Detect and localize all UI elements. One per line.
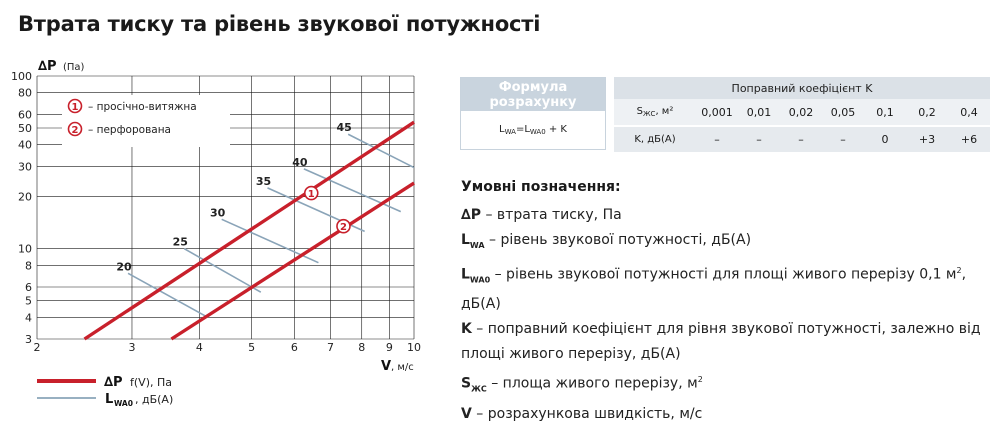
- sound-line-label: 25: [172, 235, 188, 249]
- x-tick-label: 8: [358, 341, 366, 354]
- symbol-text: – рівень звукової потужності для площі живого перерізу 0,1 м: [490, 266, 957, 283]
- area-cell: 0,4: [948, 99, 990, 126]
- sound-line-label: 20: [116, 260, 132, 274]
- symbol-definition: [461, 228, 991, 258]
- sound-line-label: 45: [336, 121, 352, 135]
- x-tick-label: 9: [385, 341, 393, 354]
- y-tick-label: 80: [18, 86, 32, 100]
- symbol-superscript: 2: [697, 375, 703, 385]
- x-tick-label: 6: [290, 341, 298, 354]
- x-tick-label: 7: [326, 341, 334, 354]
- symbol-definition: [461, 402, 991, 427]
- symbol-superscript: 2: [956, 265, 962, 275]
- symbol-name: ∆P: [461, 207, 482, 223]
- sound-line-label: 40: [292, 155, 308, 169]
- y-tick-label: 3: [25, 333, 32, 346]
- pressure-curve-2: [171, 183, 414, 339]
- area-cell: 0,01: [738, 99, 780, 126]
- symbols-list: [461, 203, 991, 427]
- legend-text: , дБ(А): [135, 393, 174, 406]
- x-axis-symbol: V: [381, 359, 392, 374]
- x-tick-label: 4: [195, 341, 203, 354]
- k-cell: –: [696, 126, 738, 152]
- y-tick-label: 8: [25, 259, 32, 273]
- formula-title: Формула розрахунку: [461, 78, 605, 111]
- legend-symbol: ∆P: [104, 375, 123, 390]
- symbol-definition: [461, 258, 991, 317]
- annotation-marker-label: 2: [71, 124, 79, 136]
- symbols-title: Умовні позначення:: [461, 179, 621, 195]
- k-row-label: K, дБ(А): [614, 126, 696, 152]
- x-axis-unit: , м/с: [391, 362, 414, 373]
- legend-text: f(V), Па: [130, 376, 172, 389]
- y-tick-label: 60: [18, 108, 32, 122]
- symbol-text: – розрахункова швидкість, м/с: [471, 405, 703, 422]
- y-tick-label: 4: [25, 311, 32, 325]
- area-cell: 0,02: [780, 99, 822, 126]
- legend-symbol: L: [105, 392, 114, 407]
- legend-subscript: WA0: [114, 399, 133, 408]
- y-tick-label: 5: [25, 294, 32, 308]
- symbol-text: – втрата тиску, Па: [481, 207, 622, 223]
- annotation-text: – просічно-витяжна: [88, 101, 197, 113]
- symbol-definition: [461, 203, 991, 228]
- y-tick-label: 30: [18, 160, 32, 174]
- curve-marker-label: 1: [307, 188, 315, 200]
- correction-table: [614, 77, 990, 152]
- symbol-subscript: WA: [469, 240, 485, 250]
- annotation-text: – перфорована: [88, 124, 171, 136]
- k-cell: 0: [864, 126, 906, 152]
- pressure-chart: [0, 0, 440, 410]
- sound-line-25: [184, 249, 261, 292]
- k-cell: –: [822, 126, 864, 152]
- page-title: Втрата тиску та рівень звукової потужності: [18, 12, 541, 36]
- symbol-name: K: [461, 321, 472, 338]
- y-tick-label: 6: [25, 281, 32, 295]
- y-axis-symbol: ∆P: [38, 59, 57, 74]
- sound-line-label: 30: [210, 206, 226, 220]
- y-tick-label: 40: [18, 138, 32, 152]
- y-tick-label: 20: [18, 190, 32, 204]
- k-row: [614, 126, 990, 152]
- symbol-tail: , дБ(А): [461, 266, 967, 313]
- curve-marker-label: 2: [339, 221, 347, 233]
- formula-box: [460, 77, 606, 150]
- k-cell: +3: [906, 126, 948, 152]
- x-tick-label: 5: [248, 341, 256, 354]
- y-tick-label: 100: [11, 70, 32, 83]
- area-row: [614, 99, 990, 126]
- k-cell: –: [738, 126, 780, 152]
- symbol-name: L: [461, 232, 470, 248]
- area-row-label: $S_{ЖС}$, м²: [614, 99, 696, 126]
- sound-line-20: [128, 273, 208, 317]
- y-tick-label: 10: [18, 242, 32, 256]
- annotation-marker-label: 1: [71, 101, 79, 113]
- k-cell: –: [780, 126, 822, 152]
- symbol-definition: [461, 367, 991, 401]
- area-cell: 0,1: [864, 99, 906, 126]
- x-tick-label: 2: [33, 341, 41, 354]
- area-cell: 0,2: [906, 99, 948, 126]
- sound-line-45: [348, 134, 414, 167]
- y-tick-label: 50: [18, 121, 32, 135]
- sound-line-40: [304, 169, 401, 212]
- y-axis-unit: (Па): [63, 62, 85, 73]
- correction-title: Поправний коефіцієнт K: [614, 77, 990, 99]
- k-cell: +6: [948, 126, 990, 152]
- x-tick-label: 10: [407, 341, 421, 354]
- symbol-text: – рівень звукової потужності, дБ(А): [484, 232, 752, 248]
- area-cell: 0,001: [696, 99, 738, 126]
- symbol-name: L: [461, 266, 470, 283]
- symbol-subscript: WA0: [469, 275, 491, 285]
- formula-text: $L_{WA}=L_{WA0} + K$: [499, 124, 567, 136]
- symbol-definition: [461, 317, 991, 367]
- sound-line-label: 35: [255, 174, 272, 188]
- x-tick-label: 3: [128, 341, 136, 354]
- symbol-name: V: [461, 405, 472, 422]
- symbol-text: – поправний коефіцієнт для рівня звукової потужності, залежно від площі живого перерізу, дБ(А): [461, 321, 981, 363]
- area-cell: 0,05: [822, 99, 864, 126]
- symbol-text: – площа живого перерізу, м: [486, 375, 698, 392]
- symbol-subscript: ЖС: [471, 384, 487, 394]
- symbol-name: S: [461, 375, 472, 392]
